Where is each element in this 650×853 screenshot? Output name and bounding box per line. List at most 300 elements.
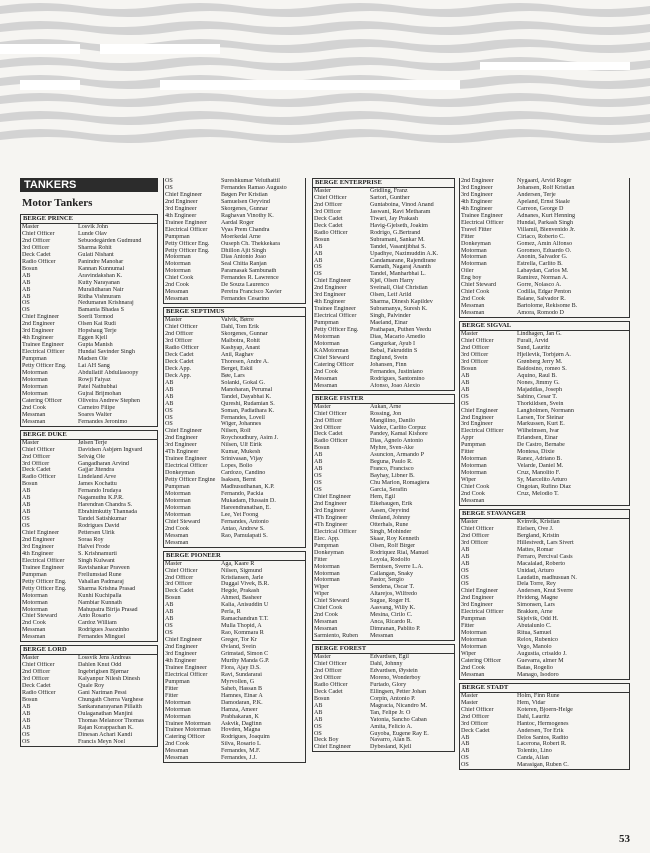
crew-rank: AB: [22, 724, 31, 731]
crew-name: Bayhay, Libner B.: [370, 473, 415, 480]
ship-crew-list: [163, 178, 306, 304]
crew-rank: Chief Officer: [314, 194, 347, 201]
crew-rank: 3rd Officer: [22, 460, 50, 467]
crew-rank: 3rd Engineer: [22, 328, 54, 335]
crew-name: Roychoudhury, Asim J.: [221, 435, 279, 442]
crew-name: Patel Nathubhai: [78, 383, 118, 390]
crew-name: Ømland, Johnny: [370, 514, 411, 521]
crew-name: Olsen Kai Rudi: [78, 321, 116, 328]
crew-name: Losvik John: [78, 224, 108, 230]
crew-name: Antao, Andrew S.: [221, 525, 265, 532]
crew-rank: AB: [314, 243, 323, 250]
crew-name: Skaar, Roy Kenneth: [370, 535, 420, 542]
crew-row: [164, 254, 305, 261]
crew-rank: 3rd Engineer: [461, 421, 493, 428]
crew-row: [313, 675, 454, 682]
crew-name: Paramasak Sambunath: [221, 268, 277, 275]
crew-row: [313, 501, 454, 508]
crew-rank: Motorman: [22, 606, 48, 613]
crew-row: [460, 519, 629, 526]
crew-name: Pereira Francisco Xavier: [221, 289, 282, 296]
ship-crew-list: [163, 307, 306, 547]
crew-row: [313, 577, 454, 584]
crew-rank: AB: [22, 272, 31, 279]
crew-rank: Petty Officer Eng.: [22, 585, 67, 592]
crew-row: [21, 711, 157, 718]
crew-name: Gangurkar, Ayub I: [370, 340, 416, 347]
crew-name: Chungath Cherra Varghese: [78, 697, 144, 703]
crew-row: [164, 331, 305, 338]
crew-name: Edvardsen, Egil: [370, 654, 409, 661]
crew-name: Tandel Satishkumar: [78, 516, 127, 523]
crew-row: [164, 282, 305, 289]
crew-row: [164, 380, 305, 387]
crew-name: Apeland, Ernst Staale: [517, 198, 570, 205]
crew-rank: OS: [22, 307, 30, 314]
crew-name: Grønberg Jerry M.: [517, 358, 563, 365]
crew-name: Muralidharan Nair: [78, 286, 124, 293]
crew-name: Augustia, crisaldo J.: [517, 651, 567, 657]
ship-name: BERGE PIONEER: [164, 552, 305, 561]
crew-name: Thorkildsen, Svein: [517, 400, 564, 407]
crew-row: [460, 616, 629, 623]
crew-row: [21, 620, 157, 627]
crew-row: [164, 727, 305, 734]
crew-row: [164, 568, 305, 575]
crew-name: Labaydan, Carlos M.: [517, 268, 569, 275]
crew-rank: Electrical Officer: [22, 349, 65, 356]
crew-name: Singh, Palvinder: [370, 313, 411, 320]
crew-row: [313, 459, 454, 466]
crew-row: [21, 495, 157, 502]
crew-name: Gani Nariman Pessi: [78, 690, 127, 697]
crew-name: Otterhals, Rune: [370, 521, 409, 528]
crew-name: Gorre, Nolasco A.: [517, 282, 562, 289]
crew-rank: Bosun: [314, 445, 330, 452]
column-1-body: [20, 214, 158, 747]
crew-rank: Chief Engineer: [165, 191, 203, 198]
crew-name: Lacerona, Robert R.: [517, 741, 567, 748]
crew-row: [21, 718, 157, 725]
crew-name: Hundal, Parkash Singh: [517, 219, 574, 226]
crew-row: [21, 732, 157, 739]
crew-name: James Kochattu: [78, 481, 117, 488]
ship-crew-list: [20, 645, 158, 746]
crew-name: Subramanya, Suresh K.: [370, 306, 428, 313]
crew-rank: Pumpman: [461, 442, 486, 449]
crew-row: [460, 456, 629, 463]
crew-row: [21, 384, 157, 391]
crew-row: [460, 672, 629, 679]
crew-rank: 2nd Engineer: [165, 435, 198, 442]
crew-rank: Master: [314, 403, 331, 410]
crew-row: [460, 658, 629, 665]
crew-name: Kalyanpur Nilesh Dinesh: [78, 676, 140, 683]
crew-rank: Motorman: [461, 644, 487, 651]
crew-rank: Master: [314, 654, 331, 661]
crew-rank: Chief Steward: [461, 282, 497, 289]
crew-name: Eielsen, Ove J.: [517, 525, 554, 532]
crew-rank: AB: [461, 560, 470, 567]
crew-rank: OS: [165, 178, 173, 184]
crew-name: De Souza Laurenco: [221, 282, 270, 289]
crew-row: [164, 679, 305, 686]
crew-name: Fernandes Minguel: [78, 634, 126, 641]
crew-row: [460, 282, 629, 289]
crew-rank: Chief Steward: [314, 354, 350, 361]
crew-rank: OS: [22, 523, 30, 530]
crew-rank: Chief Cook: [165, 275, 194, 282]
crew-rank: 3rd Officer: [314, 208, 342, 215]
crew-name: Larsen, Tor Steinar: [517, 414, 564, 421]
crew-name: Bartolome, Rekisome B.: [517, 303, 578, 310]
crew-name: Gulati Nishant: [78, 251, 114, 258]
crew-name: De Castro, Bernabe: [517, 442, 565, 449]
crew-name: Franco, Francisco: [370, 466, 414, 473]
crew-row: [460, 561, 629, 568]
crew-row: [21, 398, 157, 405]
crew-name: Aasen, Oeyvind: [370, 507, 410, 514]
crew-row: [460, 581, 629, 588]
crew-row: [21, 565, 157, 572]
crew-row: [164, 561, 305, 568]
crew-rank: 2nd Officer: [22, 453, 51, 460]
crew-row: [313, 522, 454, 529]
crew-row: [460, 477, 629, 484]
crew-name: Tan, Felipe Jr. O: [370, 709, 411, 716]
crew-row: [21, 412, 157, 419]
crew-name: Aga, Kaare R: [221, 560, 255, 567]
crew-row: [313, 341, 454, 348]
crew-name: Englund, Svein: [370, 354, 408, 361]
ship-crew-list: [459, 321, 630, 506]
crew-rank: OS: [22, 738, 30, 745]
crew-rank: OS: [22, 731, 30, 738]
crew-name: Gangadharan Arvind: [78, 460, 129, 467]
crew-row: [460, 498, 629, 505]
crew-rank: Trainee Engineer: [165, 456, 207, 463]
crew-row: [313, 466, 454, 473]
crew-rank: Trainee Engineer: [314, 306, 356, 313]
crew-rank: AB: [314, 257, 323, 264]
crew-row: [460, 248, 629, 255]
crew-rank: Messman: [165, 755, 189, 762]
crew-rank: Motorman: [165, 713, 191, 720]
crew-rank: Bosun: [165, 595, 181, 602]
crew-rank: AB: [165, 386, 174, 393]
crew-rank: AB: [22, 502, 31, 509]
crew-name: Nagamuthu K.P.R.: [78, 495, 124, 502]
crew-name: Fernandes Cesarino: [221, 296, 270, 303]
crew-rank: Messman: [461, 303, 485, 310]
crew-name: Madsen Ole: [78, 356, 108, 363]
crew-rank: OS: [165, 407, 173, 414]
crew-rank: Pumpman: [314, 320, 339, 327]
crew-row: [313, 494, 454, 501]
crew-name: Eikehaugen, Erik: [370, 500, 413, 507]
crew-row: [164, 442, 305, 449]
crew-rank: Fitter: [461, 449, 475, 456]
crew-rank: 4th Engineer: [22, 550, 54, 557]
crew-name: Villamil, Bienvenido Jr.: [517, 226, 576, 233]
crew-row: [164, 261, 305, 268]
crew-name: Hundal Savinder Singh: [78, 349, 135, 356]
crew-row: [164, 456, 305, 463]
crew-name: Maeland, Einar: [370, 320, 408, 327]
crew-row: [313, 564, 454, 571]
crew-rank: AB: [314, 459, 323, 466]
crew-name: Malbotra, Rohit: [221, 338, 260, 345]
crew-name: Valvik, Børre: [221, 317, 254, 324]
crew-name: Candamarane, Rajendirane: [370, 257, 436, 264]
crew-rank: OS: [314, 487, 322, 494]
crew-name: Saheb, Hassan B: [221, 685, 263, 692]
crew-row: [21, 530, 157, 537]
crew-row: [460, 199, 629, 206]
crew-name: Myrvollen, G: [221, 678, 255, 685]
crew-rank: 4th Engineer: [165, 212, 197, 219]
crew-name: Aquino, Raul B.: [517, 372, 557, 379]
crew-name: Delos Santos, Radito: [517, 734, 569, 741]
crew-name: Andersen, Tor Erik: [517, 727, 564, 734]
crew-name: Asuncion, Armando P: [370, 452, 424, 459]
crew-name: Askvik, Dagfinn: [221, 720, 262, 727]
crew-row: [21, 634, 157, 641]
crew-name: Kvinvik, Kristian: [517, 518, 560, 525]
crew-rank: Catering Officer: [314, 361, 354, 368]
crew-row: [313, 724, 454, 731]
crew-row: [164, 366, 305, 373]
column-3: [312, 178, 455, 755]
crew-row: [313, 487, 454, 494]
crew-rank: Bosun: [461, 365, 477, 372]
crew-name: Francis Meyn Noel: [78, 738, 126, 745]
crew-rank: Messman: [22, 411, 46, 418]
crew-row: [460, 728, 629, 735]
crew-name: Nilsen, Ulf Eirik: [221, 442, 262, 449]
crew-name: Grimstad, Simon C: [221, 651, 269, 657]
crew-row: [313, 431, 454, 438]
crew-name: Relox, Rubenico: [517, 637, 558, 644]
crew-name: Kalia, Anisuddin U: [221, 602, 269, 609]
crew-name: Oliveira Andrew Stephen: [78, 397, 140, 404]
crew-name: Codilla, Edgar Penton: [517, 289, 571, 296]
crew-row: [164, 213, 305, 220]
crew-name: Skorgenes, Gunnar: [221, 331, 268, 338]
crew-rank: Petty Officer Engine: [165, 477, 216, 484]
crew-rank: Radio Officer: [314, 438, 348, 445]
crew-rank: 3rd Officer: [22, 676, 50, 683]
crew-rank: Motorman: [461, 463, 487, 470]
crew-name: Furtado, Glory: [370, 681, 407, 688]
crew-name: Gajjar Jitendra: [78, 467, 115, 474]
crew-row: [164, 644, 305, 651]
ship-name: BERGE LORD: [21, 646, 157, 655]
crew-row: [313, 445, 454, 452]
crew-name: Fernando Irudaya: [78, 488, 122, 495]
crew-name: Langholmen, Normann: [517, 407, 574, 414]
column-2-body: [163, 178, 306, 763]
crew-rank: Messman: [165, 748, 189, 755]
crew-rank: 2nd Officer: [461, 713, 490, 720]
crew-rank: Oiler: [461, 268, 474, 275]
crew-rank: 2nd Officer: [461, 344, 490, 351]
crew-name: Silva, Rosario L: [221, 741, 261, 748]
column-3-body: [312, 178, 455, 752]
crew-name: Hareendranathan, E.: [221, 504, 271, 511]
crew-rank: OS: [461, 762, 469, 769]
crew-row: [164, 199, 305, 206]
crew-rank: OS: [461, 755, 469, 762]
crew-rank: OS: [165, 184, 173, 191]
crew-rank: AB: [461, 372, 470, 379]
crew-rank: Deck Cadet: [22, 467, 51, 474]
crew-name: Mangilino, Danilo: [370, 417, 416, 424]
crew-name: Berntsen, Sverre L.A.: [370, 563, 424, 570]
crew-row: [164, 248, 305, 255]
crew-rank: Chief Officer: [314, 661, 347, 667]
crew-rank: 2nd Officer: [314, 201, 343, 208]
crew-rank: Trainee Engineer: [165, 664, 207, 671]
crew-row: [21, 349, 157, 356]
crew-rank: Petty Officer Eng.: [22, 578, 67, 585]
crew-name: Thomas Melanoor Thomas: [78, 717, 144, 724]
crew-rank: Chief Officer: [461, 706, 494, 713]
crew-name: Dias, Agnelo Antonio: [370, 438, 423, 445]
crew-name: Ramirez, Norman A.: [517, 275, 568, 282]
crew-rank: Motorman: [165, 699, 191, 706]
ship-name: BERGE STAVANGER: [460, 510, 629, 519]
crew-rank: Master: [165, 317, 182, 324]
crew-rank: 2nd Cook: [314, 612, 338, 619]
crew-rank: OS: [461, 574, 469, 581]
crew-row: [21, 725, 157, 732]
crew-rank: Chief Cook: [461, 484, 490, 491]
crew-rank: 3rd Engineer: [314, 292, 346, 299]
crew-rank: Chief Officer: [22, 446, 55, 453]
crew-row: [460, 296, 629, 303]
crew-row: [164, 630, 305, 637]
crew-name: Ranez, Adriano B.: [517, 456, 563, 463]
crew-rank: OS: [314, 473, 322, 480]
crew-row: [313, 591, 454, 598]
crew-row: [164, 227, 305, 234]
crew-row: [21, 440, 157, 447]
crew-row: [164, 512, 305, 519]
crew-rank: Radio Officer: [22, 474, 56, 481]
crew-row: [164, 234, 305, 241]
crew-rank: AB: [461, 734, 470, 741]
crew-row: [313, 744, 454, 751]
crew-rank: 2nd Officer: [22, 237, 51, 244]
crew-rank: Motorman: [165, 706, 191, 713]
crew-row: [21, 335, 157, 342]
crew-rank: Chief Officer: [461, 525, 494, 532]
crew-name: Halvei Frode: [78, 543, 110, 550]
crew-row: [313, 661, 454, 668]
crew-name: Mattes, Romar: [517, 546, 554, 553]
crew-name: Guevarra, almer M: [517, 657, 564, 664]
crew-name: Fernandes Jeronimo: [78, 418, 128, 425]
crew-rank: Wiper: [314, 584, 329, 591]
crew-row: [313, 299, 454, 306]
crew-row: [164, 714, 305, 721]
crew-row: [164, 394, 305, 401]
crew-row: [21, 391, 157, 398]
crew-row: [460, 693, 629, 700]
crew-rank: OS: [22, 300, 30, 307]
crew-name: Hegde, Prakash: [221, 588, 260, 595]
crew-rank: Travel Fitter: [461, 226, 492, 233]
crew-row: [164, 296, 305, 303]
crew-row: [313, 251, 454, 258]
crew-name: Lunde Olav: [78, 230, 107, 237]
crew-row: [460, 192, 629, 199]
crew-row: [164, 651, 305, 658]
crew-row: [313, 710, 454, 717]
crew-rank: 2nd Cook: [165, 741, 189, 748]
crew-row: [21, 294, 157, 301]
crew-name: Yatonia, Sancho Caban: [370, 716, 427, 723]
crew-rank: Chief Steward: [22, 613, 58, 620]
crew-row: [460, 491, 629, 498]
crew-row: [164, 192, 305, 199]
crew-rank: Chief Engineer: [22, 530, 60, 537]
crew-name: Rowji Faiyaz: [78, 376, 111, 383]
crew-row: [460, 575, 629, 582]
crew-row: [21, 419, 157, 426]
crew-row: [164, 275, 305, 282]
crew-row: [21, 558, 157, 565]
crew-rank: 4Th Engineer: [314, 514, 348, 521]
crew-row: [313, 320, 454, 327]
ship-crew-list: [312, 644, 455, 752]
crew-row: [164, 616, 305, 623]
crew-row: [313, 244, 454, 251]
crew-rank: Electrical Officer: [165, 671, 208, 678]
crew-rank: Master: [22, 439, 39, 446]
crew-name: Hem, Vidar: [517, 699, 546, 706]
crew-name: Gupta Manish: [78, 342, 113, 349]
crew-row: [460, 373, 629, 380]
crew-row: [21, 551, 157, 558]
ship-crew-list: [312, 178, 455, 391]
crew-row: [21, 523, 157, 530]
crew-name: Fernandes, Lovell: [221, 414, 265, 421]
crew-rank: Motorman: [461, 456, 487, 463]
crew-rank: Bosun: [22, 697, 38, 703]
crew-row: [460, 185, 629, 192]
crew-name: Samuelsen Oeyvind: [221, 198, 270, 205]
crew-name: Marasigan, Ruben C.: [517, 762, 569, 769]
ship-crew-list: [459, 683, 630, 770]
crew-name: Myhre, Sven-Åke: [370, 445, 414, 452]
crew-name: Afonso, Joao Alexio: [370, 382, 420, 389]
crew-rank: 3rd Engineer: [165, 205, 197, 212]
crew-name: Eggen Kjell: [78, 335, 108, 342]
crew-row: [460, 484, 629, 491]
column-4: [459, 178, 630, 773]
crew-row: [21, 321, 157, 328]
crew-rank: 2nd Engineer: [165, 644, 198, 651]
crew-name: Mulla Thopid, A: [221, 623, 262, 630]
crew-rank: KAMotorman: [314, 347, 349, 354]
crew-row: [164, 317, 305, 324]
crew-name: [221, 540, 305, 547]
crew-row: [460, 387, 629, 394]
crew-name: Batas, Rogelio: [517, 664, 553, 671]
crew-row: [313, 258, 454, 265]
